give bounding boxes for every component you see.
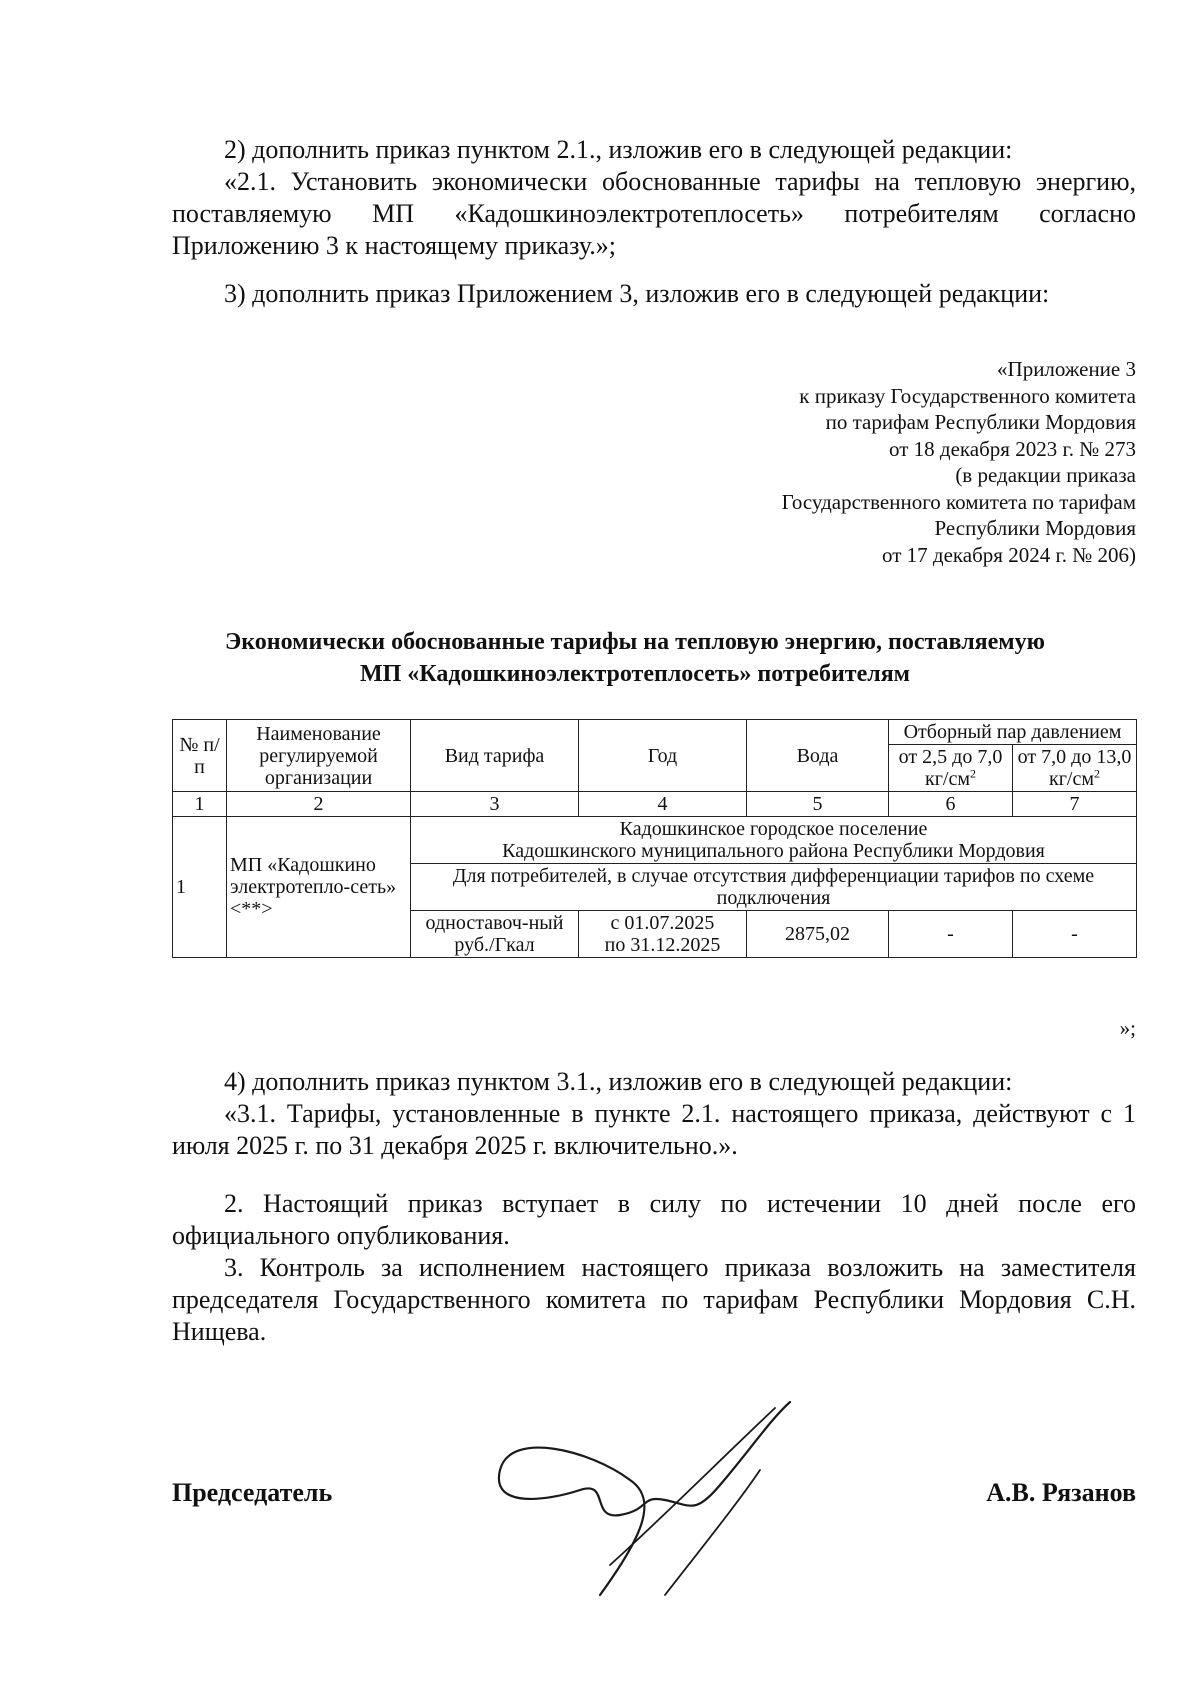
header-year: Год bbox=[579, 720, 747, 792]
paragraph-item-3: 3) дополнить приказ Приложением 3, изложив его в следующей редакции: bbox=[224, 279, 1050, 308]
row-steam-high-value: - bbox=[1013, 911, 1137, 958]
header-steam-low: от 2,5 до 7,0 $кг/см^2$ bbox=[889, 745, 1013, 792]
paragraph-item-2: 2) дополнить приказ пунктом 2.1., изложив его в следующей редакции: bbox=[224, 135, 1013, 164]
row-region bbox=[411, 817, 1137, 864]
appendix-line: Государственного комитета по тарифам bbox=[781, 489, 1136, 514]
table-column-numbers-row bbox=[173, 792, 1137, 817]
appendix-header bbox=[656, 356, 1136, 568]
table-row bbox=[173, 817, 1137, 864]
table-title-line1: Экономически обоснованные тарифы на тепловую энергию, поставляемую bbox=[224, 629, 1045, 655]
appendix-line: от 17 декабря 2024 г. № 206) bbox=[882, 542, 1136, 567]
period-from: с 01.07.2025 bbox=[610, 912, 715, 934]
header-water: Вода bbox=[747, 720, 889, 792]
region-line1: Кадошкинское городское поселение bbox=[619, 818, 928, 840]
column-number: 7 bbox=[1013, 792, 1137, 817]
header-num: № п/п bbox=[173, 720, 227, 792]
column-number: 2 bbox=[227, 792, 411, 817]
row-tariff-type: одноставоч-ный руб./Гкал bbox=[411, 911, 579, 958]
row-period bbox=[579, 911, 747, 958]
column-number: 4 bbox=[579, 792, 747, 817]
paragraph-item-4: 4) дополнить приказ пунктом 3.1., изложив его в следующей редакции: bbox=[224, 1067, 1013, 1096]
appendix-line: (в редакции приказа bbox=[955, 463, 1136, 487]
header-tariff-type: Вид тарифа bbox=[411, 720, 579, 792]
row-org: МП «Кадошкино электротепло-сеть» <**> bbox=[227, 817, 411, 958]
column-number: 6 bbox=[889, 792, 1013, 817]
period-to: по 31.12.2025 bbox=[604, 934, 721, 956]
handwritten-signature bbox=[490, 1390, 850, 1600]
row-water-value: 2875,02 bbox=[747, 911, 889, 958]
appendix-line: Республики Мордовия bbox=[934, 516, 1136, 540]
appendix-line: от 18 декабря 2023 г. № 273 bbox=[889, 436, 1136, 461]
signature-position: Председатель bbox=[172, 1478, 333, 1507]
appendix-line: «Приложение 3 bbox=[997, 357, 1136, 381]
row-steam-low-value: - bbox=[889, 911, 1013, 958]
region-line2: Кадошкинского муниципального района Республики Мордовия bbox=[502, 840, 1045, 862]
row-num: 1 bbox=[173, 817, 227, 958]
tariff-table bbox=[172, 719, 1137, 958]
quote-end: »; bbox=[1119, 1016, 1136, 1040]
table-title-line2: МП «Кадошкиноэлектротеплосеть» потребителям bbox=[359, 661, 911, 687]
signature-name: А.В. Рязанов bbox=[986, 1478, 1136, 1507]
paragraph-section-3: 3. Контроль за исполнением настоящего приказа возложить на заместителя председателя Государственного комитета по тарифам Республики Мордовия С.Н. Нищева. bbox=[172, 1253, 1136, 1346]
appendix-line: к приказу Государственного комитета bbox=[799, 383, 1136, 408]
header-steam-high: от 7,0 до 13,0 $кг/см^2$ bbox=[1013, 745, 1137, 792]
column-number: 5 bbox=[747, 792, 889, 817]
appendix-line: по тарифам Республики Мордовия bbox=[825, 410, 1136, 434]
column-number: 1 bbox=[173, 792, 227, 817]
header-steam: Отборный пар давлением bbox=[889, 720, 1137, 745]
paragraph-section-2: 2. Настоящий приказ вступает в силу по истечении 10 дней после его официального опубликования. bbox=[172, 1189, 1136, 1250]
column-number: 3 bbox=[411, 792, 579, 817]
table-title bbox=[150, 626, 1120, 690]
paragraph-item-3-1-text: «3.1. Тарифы, установленные в пункте 2.1. настоящего приказа, действуют с 1 июля 2025 г. по 31 декабря 2025 г. включительно.». bbox=[172, 1099, 1136, 1160]
table-header-row bbox=[173, 720, 1137, 745]
header-org: Наименование регулируемой организации bbox=[227, 720, 411, 792]
paragraph-item-2-1-text: «2.1. Установить экономически обоснованные тарифы на тепловую энергию, поставляемую МП «Кадошкиноэлектротеплосеть» потребителям согласно Приложению 3 к настоящему приказу.»; bbox=[172, 167, 1136, 260]
row-consumers: Для потребителей, в случае отсутствия дифференциации тарифов по схеме подключения bbox=[411, 864, 1137, 911]
